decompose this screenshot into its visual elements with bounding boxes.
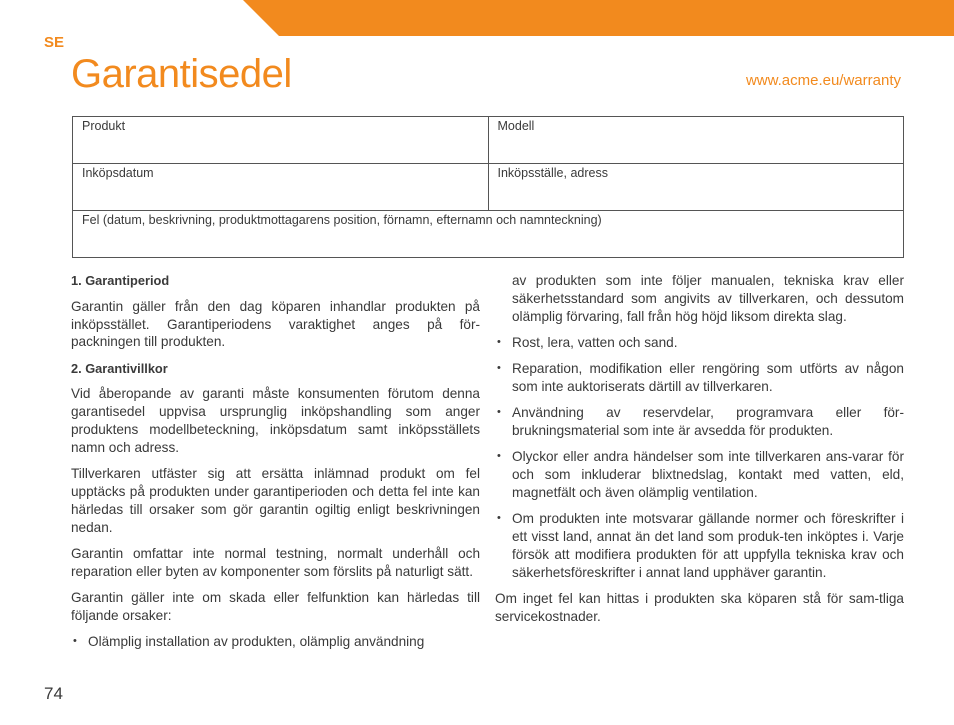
list-item xyxy=(495,448,904,501)
warranty-form xyxy=(72,116,904,258)
paragraph: Vid åberopande av garanti måste konsumenten förutom denna garantisedel uppvisa ursprunglig inköpshandling som anger produktens modellbeteckning, inköpsdatum samt inköpsställets namn och adress. xyxy=(71,386,480,455)
list-item-text: Rost, lera, vatten och sand. xyxy=(512,334,678,350)
list-item xyxy=(495,334,904,352)
bullet-icon: • xyxy=(497,406,501,419)
product-field[interactable]: Produkt xyxy=(73,117,489,164)
bullet-icon: • xyxy=(497,362,501,375)
purchase-place-field[interactable]: Inköpsställe, adress xyxy=(488,164,904,211)
section-heading-warranty-terms: 2. Garantivillkor xyxy=(71,360,168,376)
paragraph: Garantin gäller inte om skada eller felfunktion kan härledas till följande orsaker: xyxy=(71,589,480,623)
right-column xyxy=(495,272,904,634)
paragraph: Garantin gäller från den dag köparen inhandlar produkten på inköpsstället. Garantiperiodens varaktighet anges på för-packningen till produkten. xyxy=(71,298,480,350)
bullet-icon: • xyxy=(497,512,501,525)
paragraph: Garantin omfattar inte normal testning, normalt underhåll och reparation eller byten av komponenter som förslits på naturligt sätt. xyxy=(71,545,480,579)
list-item-text: Reparation, modifikation eller rengöring som utförts av någon som inte auktoriserats därtill av tillverkaren. xyxy=(512,361,904,394)
warranty-url: www.acme.eu/warranty xyxy=(745,72,901,89)
paragraph: Om inget fel kan hittas i produkten ska köparen stå för sam-tliga servicekostnader. xyxy=(495,590,904,624)
purchase-date-field[interactable]: Inköpsdatum xyxy=(73,164,489,211)
bullet-icon: • xyxy=(73,635,77,648)
cause-list xyxy=(71,633,480,651)
list-item-text: Olämplig installation av produkten, olämplig användning xyxy=(88,634,425,650)
model-field[interactable]: Modell xyxy=(488,117,904,164)
cause-list-continued xyxy=(495,334,904,582)
page-title: Garantisedel xyxy=(71,52,292,96)
header-accent-bar xyxy=(0,0,954,36)
section-heading-warranty-period: 1. Garantiperiod xyxy=(71,273,170,288)
list-item xyxy=(71,633,480,651)
fault-field[interactable]: Fel (datum, beskrivning, produktmottagarens position, förnamn, efternamn och namnteckning) xyxy=(73,211,904,258)
list-item-text: Om produkten inte motsvarar gällande normer och föreskrifter i ett visst land, annat än det land som produk-ten inköptes i. Varje försök att modifiera produkten för att uppfylla tekniska krav och säkerhetsföreskrifter i annat land upphäver garantin. xyxy=(512,511,904,580)
list-item-continuation: av produkten som inte följer manualen, tekniska krav eller säkerhetsstandard som angivits av tillverkaren, och dessutom olämplig förvaring, fall från hög höjd liksom direkta slag. xyxy=(512,273,904,324)
left-column xyxy=(71,272,480,659)
language-code: SE xyxy=(44,34,65,51)
paragraph: Tillverkaren utfäster sig att ersätta inlämnad produkt om fel upptäcks på produkten under garantiperioden och detta fel inte kan härledas till orsaker som gör garantin ogiltig enligt beskrivningen nedan. xyxy=(71,466,480,535)
bullet-icon: • xyxy=(497,335,501,348)
page-number: 74 xyxy=(44,684,63,703)
list-item xyxy=(495,360,904,396)
list-item-text: Användning av reservdelar, programvara eller för-brukningsmaterial som inte är avsedda för produkten. xyxy=(512,405,904,439)
list-item-text: Olyckor eller andra händelser som inte tillverkaren ans-varar för och som inkluderar blixtnedslag, kontakt med vatten, eld, magnetfält och även olämplig ventilation. xyxy=(512,449,904,500)
list-item xyxy=(495,404,904,440)
list-item xyxy=(495,510,904,581)
bullet-icon: • xyxy=(497,450,501,463)
